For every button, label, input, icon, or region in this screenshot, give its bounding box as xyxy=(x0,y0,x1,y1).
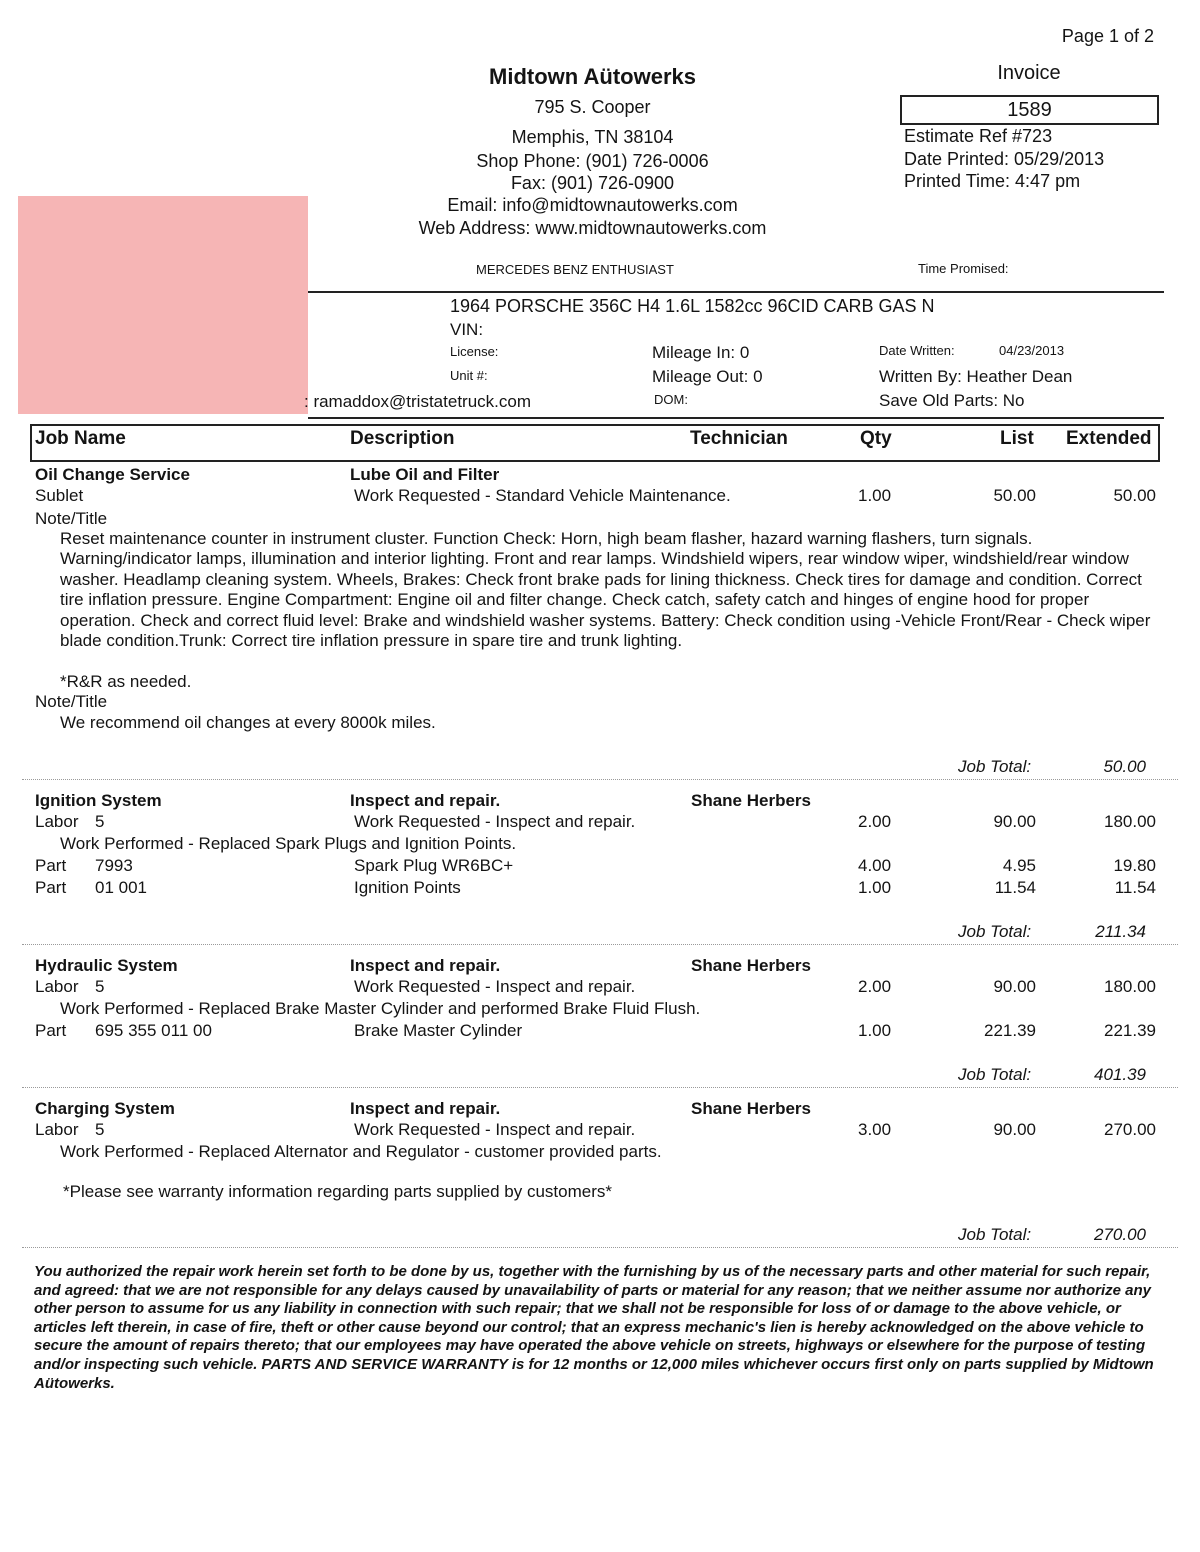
line-qty: 2.00 xyxy=(858,977,892,996)
job-technician: Shane Herbers xyxy=(691,956,811,975)
line-qty: 4.00 xyxy=(858,856,892,875)
line-qty: 3.00 xyxy=(858,1120,892,1139)
warranty-note: *Please see warranty information regarding parts supplied by customers* xyxy=(63,1182,612,1201)
line-extended: 221.39 xyxy=(1104,1021,1156,1040)
job-technician: Shane Herbers xyxy=(691,791,811,810)
shop-address: 795 S. Cooper xyxy=(534,97,651,117)
col-extended: Extended xyxy=(1066,428,1152,449)
line-type: Sublet xyxy=(35,486,84,505)
line-extended: 270.00 xyxy=(1104,1120,1156,1139)
col-description: Description xyxy=(350,428,455,449)
job-name: Charging System xyxy=(35,1099,175,1118)
line-type: Part xyxy=(35,1021,67,1040)
mileage-in: Mileage In: 0 xyxy=(652,343,750,362)
line-code: 5 xyxy=(95,977,105,996)
line-description: Work Requested - Inspect and repair. xyxy=(354,977,636,996)
line-qty: 1.00 xyxy=(858,1021,892,1040)
job-total-value: 50.00 xyxy=(1103,757,1146,776)
line-description: Work Requested - Inspect and repair. xyxy=(354,1120,636,1139)
shop-tagline: MERCEDES BENZ ENTHUSIAST xyxy=(476,262,674,277)
line-description: Brake Master Cylinder xyxy=(354,1021,523,1040)
maintenance-note: Reset maintenance counter in instrument cluster. Function Check: Horn, high beam flasher, hazard warning flashers, turn signals. Warning/indicator lamps, illumination and interior lighting. Front and rear lamps. Windshield wipers, rear window wiper, windshield/rear window washer. Headlamp cleaning system. Wheels, Brakes: Check front brake pads for lining thickness. Check tires for damage and condition. Correct tire inflation pressure. Engine Compartment: Engine oil and filter change. Check catch, safety catch and hinges of engine hood for proper operation. Check and correct fluid level: Brake and windshield washer systems. Battery: Check condition using -Vehicle Front/Rear - Check wiper blade condition.Trunk: Correct tire inflation pressure in spare tire and trunk lighting. xyxy=(60,529,1151,651)
line-type: Labor xyxy=(35,977,79,996)
line-list: 90.00 xyxy=(993,977,1036,996)
line-extended: 19.80 xyxy=(1113,856,1156,875)
note-title-label: Note/Title xyxy=(35,509,108,528)
line-qty: 1.00 xyxy=(858,878,892,897)
line-list: 4.95 xyxy=(1002,856,1036,875)
line-list: 90.00 xyxy=(993,1120,1036,1139)
col-job-name: Job Name xyxy=(35,428,126,449)
shop-city: Memphis, TN 38104 xyxy=(511,127,674,147)
header-divider xyxy=(308,291,1164,293)
line-qty: 1.00 xyxy=(858,486,892,505)
line-code: 7993 xyxy=(95,856,133,875)
line-description: Ignition Points xyxy=(354,878,461,897)
line-code: 5 xyxy=(95,812,105,831)
line-qty: 2.00 xyxy=(858,812,892,831)
vehicle-description: 1964 PORSCHE 356C H4 1.6L 1582cc 96CID CARB GAS N xyxy=(450,296,935,316)
oil-recommendation-note: We recommend oil changes at every 8000k miles. xyxy=(60,713,436,732)
shop-web: Web Address: www.midtownautowerks.com xyxy=(418,218,767,238)
line-code: 695 355 011 00 xyxy=(95,1021,212,1040)
job-title: Inspect and repair. xyxy=(350,956,501,975)
job-separator xyxy=(22,779,1178,780)
job-total-value: 401.39 xyxy=(1094,1065,1146,1084)
line-extended: 180.00 xyxy=(1104,812,1156,831)
time-promised: Time Promised: xyxy=(918,261,1009,276)
job-title: Lube Oil and Filter xyxy=(350,465,500,484)
line-list: 221.39 xyxy=(984,1021,1036,1040)
line-type: Labor xyxy=(35,1120,79,1139)
save-old-parts: Save Old Parts: No xyxy=(879,391,1025,410)
written-by: Written By: Heather Dean xyxy=(879,367,1073,386)
line-extended: 180.00 xyxy=(1104,977,1156,996)
table-header-box xyxy=(30,424,1160,462)
shop-email: Email: info@midtownautowerks.com xyxy=(447,195,738,215)
job-name: Oil Change Service xyxy=(35,465,190,484)
job-name: Hydraulic System xyxy=(35,956,178,975)
shop-fax: Fax: (901) 726-0900 xyxy=(510,173,675,193)
job-name: Ignition System xyxy=(35,791,162,810)
line-description: Spark Plug WR6BC+ xyxy=(354,856,514,875)
work-performed: Work Performed - Replaced Brake Master Cylinder and performed Brake Fluid Flush. xyxy=(60,999,701,1018)
license-label: License: xyxy=(450,344,499,359)
line-type: Labor xyxy=(35,812,79,831)
col-technician: Technician xyxy=(690,428,788,449)
work-performed: Work Performed - Replaced Alternator and Regulator - customer provided parts. xyxy=(60,1142,662,1161)
col-qty: Qty xyxy=(860,428,892,449)
vin-label: VIN: xyxy=(450,320,484,339)
date-printed: Date Printed: 05/29/2013 xyxy=(904,149,1105,169)
unit-label: Unit #: xyxy=(450,368,488,383)
estimate-ref: Estimate Ref #723 xyxy=(904,126,1053,146)
date-written-label: Date Written: xyxy=(879,343,955,358)
work-performed: Work Performed - Replaced Spark Plugs and Ignition Points. xyxy=(60,834,517,853)
line-type: Part xyxy=(35,878,67,897)
job-title: Inspect and repair. xyxy=(350,1099,501,1118)
job-technician: Shane Herbers xyxy=(691,1099,811,1118)
col-list: List xyxy=(1000,428,1034,449)
job-separator xyxy=(22,1247,1178,1248)
shop-name: Midtown Aütowerks xyxy=(489,64,696,89)
rr-note: *R&R as needed. xyxy=(60,672,192,691)
line-description: Work Requested - Inspect and repair. xyxy=(354,812,636,831)
date-written: 04/23/2013 xyxy=(999,343,1065,358)
note-title-label: Note/Title xyxy=(35,692,108,711)
line-code: 01 001 xyxy=(95,878,147,897)
job-total-value: 211.34 xyxy=(1095,922,1146,941)
job-separator xyxy=(22,1087,1178,1088)
job-total-label: Job Total: xyxy=(958,757,1032,776)
mileage-out: Mileage Out: 0 xyxy=(652,367,763,386)
legal-authorization-text: You authorized the repair work herein set forth to be done by us, together with the furnishing by us of the necessary parts and other material for such repair, and agreed: that we are not responsible for any delays caused by unavailability of parts or material for any reason; that we neither assume nor authorize any other person to assume for us any liability in connection with such repair; that we shall not be responsible for loss of or damage to the above vehicle, or articles left therein, in case of fire, theft or other cause beyond our control; that an express mechanic's lien is hereby acknowledged on the above vehicle to secure the amount of repairs thereto; that our employees may have operated the above vehicle on streets, highways or elsewhere for the purpose of testing and/or inspecting such vehicle. PARTS AND SERVICE WARRANTY is for 12 months or 12,000 miles whichever occurs first only on parts supplied by Midtown Aütowerks. xyxy=(34,1263,1154,1392)
line-type: Part xyxy=(35,856,67,875)
job-total-label: Job Total: xyxy=(958,922,1032,941)
customer-email: : ramaddox@tristatetruck.com xyxy=(304,392,531,411)
job-total-label: Job Total: xyxy=(958,1225,1032,1244)
line-list: 50.00 xyxy=(993,486,1036,505)
job-total-label: Job Total: xyxy=(958,1065,1032,1084)
line-extended: 11.54 xyxy=(1114,878,1156,897)
line-code: 5 xyxy=(95,1120,105,1139)
redacted-customer-block xyxy=(18,196,308,414)
shop-phone: Shop Phone: (901) 726-0006 xyxy=(476,151,709,171)
job-separator xyxy=(22,944,1178,945)
dom-label: DOM: xyxy=(654,392,688,407)
page-number: Page 1 of 2 xyxy=(1061,26,1154,46)
job-total-value: 270.00 xyxy=(1094,1225,1146,1244)
printed-time: Printed Time: 4:47 pm xyxy=(904,171,1081,191)
invoice-label: Invoice xyxy=(997,62,1061,84)
info-divider xyxy=(308,417,1164,419)
line-list: 11.54 xyxy=(994,878,1036,897)
invoice-number: 1589 xyxy=(900,95,1159,125)
job-title: Inspect and repair. xyxy=(350,791,501,810)
line-extended: 50.00 xyxy=(1113,486,1156,505)
line-description: Work Requested - Standard Vehicle Maintenance. xyxy=(354,486,731,505)
line-list: 90.00 xyxy=(993,812,1036,831)
